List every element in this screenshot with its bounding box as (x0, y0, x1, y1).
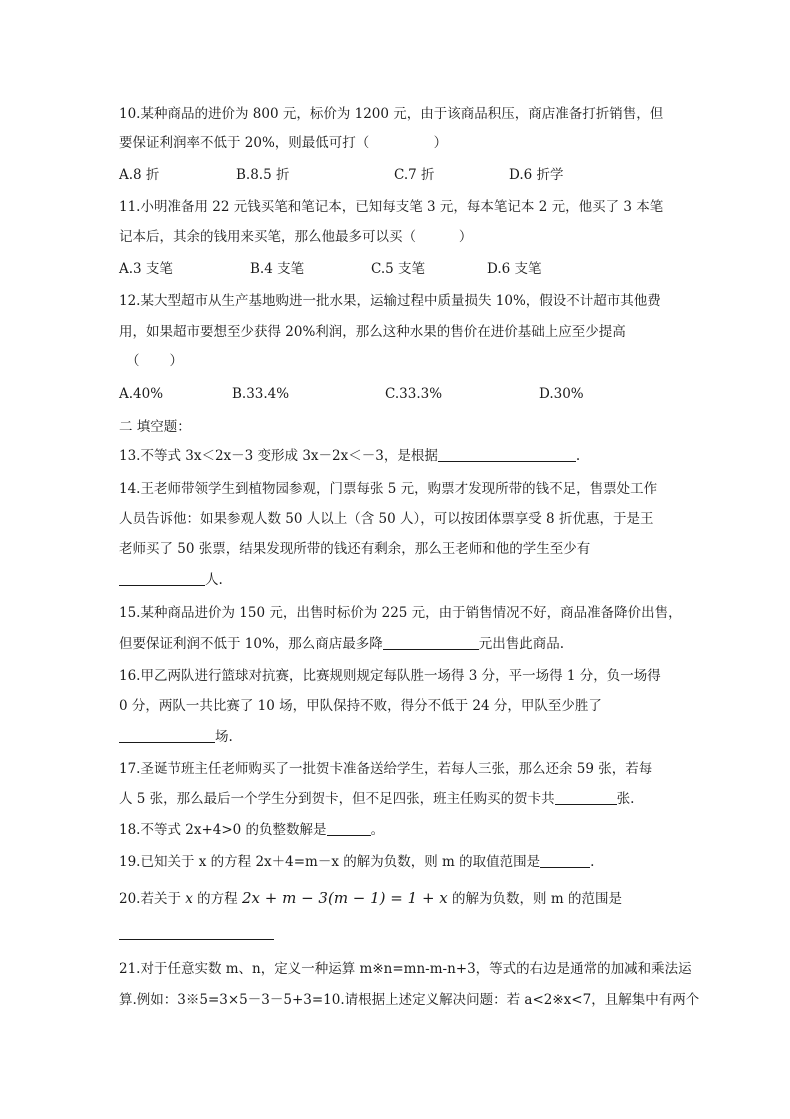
q12-line-3: （ ） (126, 353, 184, 369)
q14-line-2: 人员告诉他：如果参观人数 50 人以上（含 50 人），可以按团体票享受 8 折优惠，于是王 (119, 511, 654, 527)
q11-option-c: C.5 支笔 (371, 261, 426, 277)
q20-end: 的解为负数，则 m 的范围是 (447, 891, 622, 907)
section-heading: 二 填空题： (119, 419, 191, 435)
q13-text: 13.不等式 3x＜2x－3 变形成 3x－2x＜－3，是根据 (119, 448, 438, 464)
q14-line-4 (119, 571, 223, 589)
q12-option-d: D.30% (539, 386, 584, 402)
q15-line-1: 15.某种商品进价为 150 元，出售时标价为 225 元，由于销售情况不好，商品准备降价出售， (119, 605, 682, 621)
q16-line-1: 16.甲乙两队进行篮球对抗赛，比赛规则规定每队胜一场得 3 分，平一场得 1 分，负一场得 (119, 668, 661, 684)
q16-end: 场. (215, 729, 233, 745)
q12-option-b: B.33.4% (232, 386, 290, 402)
q17-end: 张. (616, 791, 635, 807)
q21-line-2: 算.例如：3※5=3×5－3－5+3=10.请根据上述定义解决问题：若 a<2※x<7，且解集中有两个 (119, 992, 700, 1008)
q15-text: 但要保证利润不低于 10%，那么商店最多降 (119, 636, 383, 652)
q16-line-3 (119, 728, 233, 746)
q10-option-b: B.8.5 折 (236, 167, 290, 183)
q15-line-2 (119, 635, 564, 653)
q10-option-a: A.8 折 (119, 167, 160, 183)
q19-end: . (590, 854, 595, 870)
q19-answer-blank[interactable] (540, 855, 590, 868)
q11-option-b: B.4 支笔 (250, 261, 305, 277)
q20-answer-blank[interactable] (119, 939, 274, 940)
q17-text: 人 5 张，那么最后一个学生分到贺卡，但不足四张，班主任购买的贺卡共 (119, 791, 555, 807)
q11-line-2: 记本后，其余的钱用来买笔，那么他最多可以买（ ） (119, 229, 473, 245)
q20-variable: x (185, 891, 193, 907)
q14-line-3: 老师买了 50 张票，结果发现所带的钱还有剩余，那么王老师和他的学生至少有 (119, 541, 591, 557)
q17-line-2 (119, 790, 634, 808)
q12-option-a: A.40% (119, 386, 164, 402)
q10-option-d: D.6 折学 (509, 167, 564, 183)
q15-answer-blank[interactable] (383, 637, 479, 650)
q19-text: 19.已知关于 x 的方程 2x＋4=m－x 的解为负数，则 m 的取值范围是 (119, 854, 541, 870)
q14-answer-blank[interactable] (119, 573, 205, 586)
q14-end: 人. (205, 572, 223, 588)
q11-line-1: 11.小明准备用 22 元钱买笔和笔记本，已知每支笔 3 元，每本笔记本 2 元，他买了 3 本笔 (119, 199, 664, 215)
q12-line-1: 12.某大型超市从生产基地购进一批水果，运输过程中质量损失 10%，假设不计超市其他费 (119, 293, 661, 309)
q10-line-2: 要保证利润率不低于 20%，则最低可打（ ） (119, 135, 448, 151)
q10-option-c: C.7 折 (394, 167, 435, 183)
q18-end: 。 (370, 822, 385, 838)
q20-equation: 2x + m − 3(m − 1) = 1 + x (241, 889, 448, 907)
q14-line-1: 14.王老师带领学生到植物园参观，门票每张 5 元，购票才发现所带的钱不足，售票处工作 (119, 481, 658, 497)
q10-line-1: 10.某种商品的进价为 800 元，标价为 1200 元，由于该商品积压，商店准备打折销售，但 (119, 106, 664, 122)
q18-text: 18.不等式 2x+4>0 的负整数解是 (119, 822, 327, 838)
q16-answer-blank[interactable] (119, 730, 215, 743)
q20-start: 20.若关于 (119, 891, 186, 907)
q16-line-2: 0 分，两队一共比赛了 10 场，甲队保持不败，得分不低于 24 分，甲队至少胜了 (119, 698, 602, 714)
q13-answer-blank[interactable] (438, 449, 576, 462)
q19-line (119, 853, 594, 871)
q12-line-2: 用，如果超市要想至少获得 20%利润，那么这种水果的售价在进价基础上应至少提高 (119, 324, 626, 340)
q17-answer-blank[interactable] (555, 792, 617, 805)
q17-line-1: 17.圣诞节班主任老师购买了一批贺卡准备送给学生，若每人三张，那么还余 59 张，若每 (119, 761, 653, 777)
q12-option-c: C.33.3% (385, 386, 443, 402)
q13-line (119, 447, 580, 465)
q18-line (119, 821, 384, 839)
q11-option-a: A.3 支笔 (119, 261, 173, 277)
q13-end: . (575, 448, 581, 464)
q11-option-d: D.6 支笔 (487, 261, 542, 277)
q18-answer-blank[interactable] (327, 823, 371, 836)
q15-end: 元出售此商品. (478, 636, 565, 652)
q20-mid: 的方程 (192, 891, 242, 907)
q20-line (119, 889, 622, 908)
q21-line-1: 21.对于任意实数 m、n，定义一种运算 m※n=mn-m-n+3，等式的右边是通常的加减和乘法运 (119, 961, 692, 977)
